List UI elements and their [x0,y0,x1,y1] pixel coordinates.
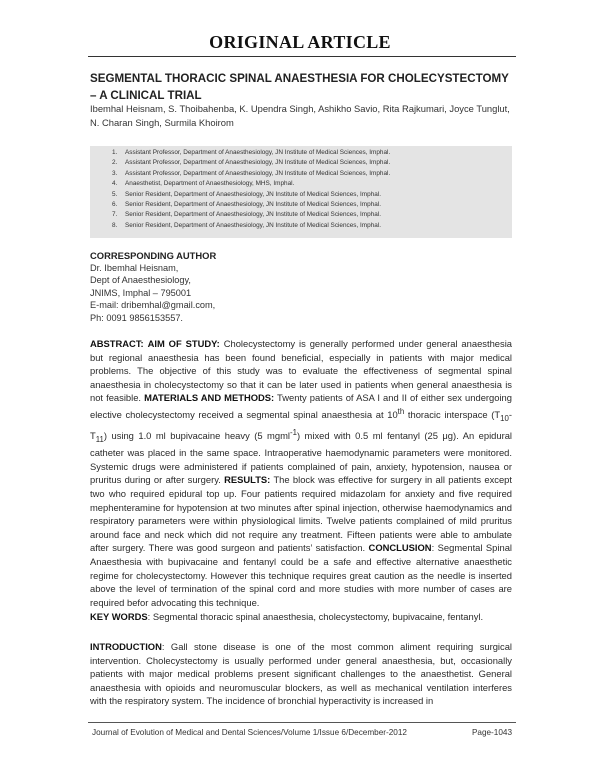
affiliation-text: Senior Resident, Department of Anaesthesiology, JN Institute of Medical Sciences, Imphal. [125,211,381,219]
section-label: ORIGINAL ARTICLE [209,32,391,52]
affiliation-number: 1. [112,149,118,156]
affiliation-row [90,158,512,168]
keywords [90,610,512,624]
corresponding-email: E-mail: dribemhal@gmail.com, [90,300,216,311]
affiliation-number: 6. [112,201,118,209]
introduction [90,640,512,708]
footer-divider [88,722,516,723]
methods-subscript: 10 [500,413,509,423]
affiliation-row [90,190,512,200]
keywords-text: : Segmental thoracic spinal anaesthesia, cholecystectomy, bupivacaine, fentanyl. [147,611,484,623]
abstract-body [90,337,512,609]
corresponding-phone: Ph: 0091 9856153557. [90,312,183,323]
methods-text: ) using 1.0 ml bupivacaine heavy (5 mgml [103,429,290,441]
affiliation-number: 3. [112,169,118,177]
affiliation-row [90,200,512,210]
corresponding-name: Dr. Ibemhal Heisnam, [90,263,179,273]
author-list: Ibemhal Heisnam, S. Thoibahenba, K. Upendra Singh, Ashikho Savio, Rita Rajkumari, Joyce Tunglut, N. Charan Singh, Surmila Khoirom [90,103,510,128]
corresponding-dept: Dept of Anaesthesiology, [90,275,191,286]
affiliation-row [90,210,512,220]
affiliation-number: 7. [112,211,118,219]
affiliation-text: Senior Resident, Department of Anaesthesiology, JN Institute of Medical Sciences, Imphal. [125,221,381,229]
introduction-text: : Gall stone disease is one of the most common aliment requiring surgical intervention. Cholecystectomy is usually performed under general anaesthesia, but, occasionally patients with major medical problems present significant challenges to the anaesthetist. General anaesthesia with opioids and neuromuscular blockers, as well as mechanical ventilation interferes with the respiratory system. The incidence of bronchial hyperactivity is increased in [90,641,512,707]
keywords-label: KEY WORDS [90,611,148,623]
affiliation-text: Assistant Professor, Department of Anaesthesiology, JN Institute of Medical Sciences, Imphal. [125,149,391,156]
methods-text: - T [90,409,512,441]
conclusion-label: CONCLUSION [368,542,432,554]
affiliation-text: Senior Resident, Department of Anaesthesiology, JN Institute of Medical Sciences, Imphal. [125,201,381,209]
affiliation-row [90,179,512,189]
page-number: Page-1043 [471,728,512,737]
affiliation-row [90,169,512,179]
header-divider [88,56,516,57]
methods-subscript: 11 [95,434,104,444]
corresponding-author-details [90,262,215,324]
methods-superscript: th [397,406,405,416]
corresponding-address: JNIMS, Imphal – 795001 [90,287,192,298]
affiliation-number: 8. [112,221,118,229]
methods-superscript: -1 [289,427,297,437]
affiliation-row [90,148,512,158]
introduction-body [90,640,512,708]
affiliation-text: Senior Resident, Department of Anaesthesiology, JN Institute of Medical Sciences, Imphal. [125,190,381,198]
conclusion-text: : Segmental Spinal Anaesthesia with bupivacaine and fentanyl could be a safe and effective alternative anaesthetic regime for cholecystectomy. However this technique requires great caution as the needle is inserted above the level of termination of the spinal cord and more studies with more number of cases are required befor advocating this technique. [90,542,512,608]
methods-label: MATERIALS AND METHODS: [144,392,275,404]
affiliation-number: 2. [112,159,118,167]
article-title: SEGMENTAL THORACIC SPINAL ANAESTHESIA FOR CHOLECYSTECTOMY – A CLINICAL TRIAL [90,72,509,102]
affiliation-text: Anaesthetist, Department of Anaesthesiology, MHS, Imphal. [125,180,295,188]
affiliation-number: 4. [112,180,118,188]
affiliation-number: 5. [112,190,118,198]
aim-text: Cholecystectomy is generally performed under general anaesthesia but regional anaesthesia has been found beneficial, especially in patients with major medical problems. The objective of this study was to evaluate the effectiveness of segmental spinal anaesthesia in cholecystectomy so that it can be later used in patients when general anaesthesia is not feasible. [90,338,512,404]
results-text: The block was effective for surgery in all patients except two who required epidural top up. Four patients required midazolam for anxiety and five required mephenteramine for hypotension at two minutes after spinal injection, otherwise haemodynamics and respiratory parameters were within physiological limits. Twelve patients complained of mild pruritus around face and neck which did not require any treatment. Fifteen patients were able to ambulate after surgery. There was good surgeon and patients’ satisfaction. [90,474,513,554]
corresponding-author-heading: CORRESPONDING AUTHOR [90,250,217,261]
affiliation-row [90,221,512,231]
introduction-label: INTRODUCTION [90,641,162,652]
abstract [90,337,512,624]
affiliation-text: Assistant Professor, Department of Anaesthesiology, JN Institute of Medical Sciences, Imphal. [125,169,391,177]
abstract-label: ABSTRACT: [90,338,144,349]
methods-text: ) mixed with 0.5 ml fentanyl (25 μg). An epidural catheter was placed in the same space. Intraoperative haemodynamic parameters were monitored. Systemic drugs were administered if patients complained of pain, anxiety, hypotension, nausea or pruritus during or after surgery. [90,429,513,486]
methods-text: thoracic interspace (T [404,409,501,421]
journal-citation: Journal of Evolution of Medical and Dental Sciences/Volume 1/Issue 6/December-2012 [92,728,407,737]
results-label: RESULTS: [224,474,271,486]
methods-text: Twenty patients of ASA I and II of either sex undergoing elective cholecystectomy received a segmental spinal anaesthesia at 10 [90,392,512,421]
affiliation-text: Assistant Professor, Department of Anaesthesiology, JN Institute of Medical Sciences, Imphal. [125,159,391,167]
aim-label: AIM OF STUDY: [147,338,220,349]
affiliations-box [90,146,512,238]
